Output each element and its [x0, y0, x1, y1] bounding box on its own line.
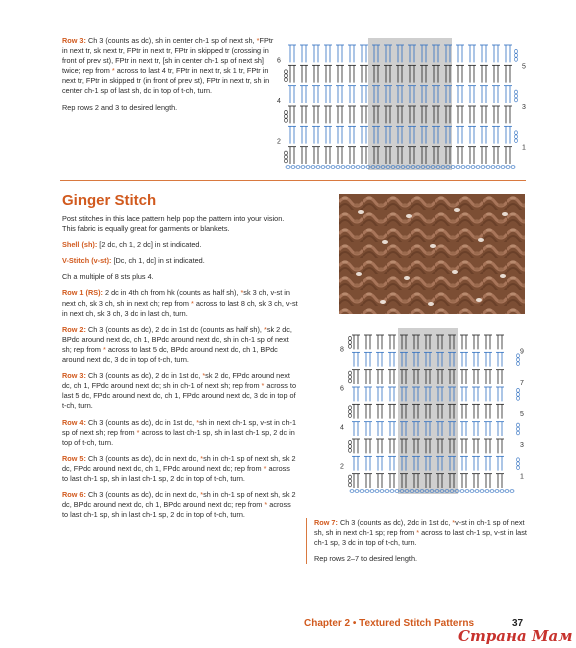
chart-row — [285, 147, 512, 164]
row2-paragraph: Row 2: Ch 3 (counts as dc), 2 dc in 1st dc (counts as half sh), *sk 2 dc, BPdc around next dc, ch 1, BPdc around next dc, sh in ch-1 sp of next sh; rep from * across to last 5 dc, BPdc around next dc, ch 1, BPdc around next dc, 3 dc in top of t-ch, turn. — [62, 324, 292, 365]
row-number-right: 5 — [520, 411, 524, 418]
intro-paragraph: Post stitches in this lace pattern help pop the pattern into your vision. This fabric is equally great for garments or blankets. — [62, 214, 285, 234]
section-title: Ginger Stitch — [62, 192, 157, 209]
chart-row — [349, 474, 504, 488]
page-number: 37 — [512, 618, 524, 629]
top-repeat-note: Rep rows 2 and 3 to desired length. — [62, 102, 178, 112]
vstitch-definition: V-Stitch (v-st): [Dc, ch 1, dc] in st indicated. — [62, 256, 205, 266]
section-divider — [60, 180, 526, 181]
watermark-logo: Страна Мам — [458, 627, 573, 645]
chart-row — [349, 335, 504, 349]
chart-row — [285, 106, 512, 123]
chart-row — [349, 404, 504, 418]
ginger-repeat-note: Rep rows 2–7 to desired length. — [314, 554, 418, 564]
row-number-left: 6 — [340, 385, 344, 393]
multiple-note: Ch a multiple of 8 sts plus 4. — [62, 272, 154, 282]
row7-paragraph: Row 7: Ch 3 (counts as dc), 2dc in 1st dc, *v-st in ch-1 sp of next sh, sh in next ch-1 sp; rep from * across to last ch-1 sp, v-st in last ch-1 sp, 3 dc in top of t-ch, turn. — [314, 518, 527, 548]
row3-paragraph: Row 3: Ch 3 (counts as dc), 2 dc in 1st dc, *sk 2 dc, FPdc around next dc, ch 1, FPdc around next dc; sh in ch-1 of next sh; rep from * across to last 5 dc, FPdc around next dc, ch 1, FPdc around next dc, 3 dc in top of t-ch, turn. — [62, 371, 297, 411]
row5-paragraph: Row 5: Ch 3 (counts as dc), dc in next dc, *sh in ch-1 sp of next sh, sk 2 dc, FPdc around next dc, ch 1, FPdc around next dc; rep from * across to last ch-1 sp, sh in last ch-1 sp, 2 dc in top of t-ch, turn. — [62, 453, 296, 483]
top-row3-paragraph: Row 3: Ch 3 (counts as dc), sh in center ch-1 sp of next sh, *FPtr in next tr, sk next tr, FPtr in next tr, FPtr in skipped tr (crossing in front of prev st), FPtr in next tr, [sh in center ch-1 sp of next sh] twice; rep from * across to last 4 tr, FPtr in next tr, sk 1 tr, FPtr in next tr, FPtr in skipped tr (in front of prev st), FPtr in next tr, sh in center ch-1 sp of last sh, dc in top of t-ch, turn. — [62, 36, 274, 96]
row-number-left: 6 — [277, 57, 281, 65]
ginger-instructions — [62, 214, 298, 526]
row-label: Row 3: — [62, 36, 86, 45]
row-number-right: 3 — [522, 104, 526, 111]
row-number-right: 5 — [522, 63, 526, 71]
chapter-footer: Chapter 2 • Textured Stitch Patterns — [304, 618, 475, 629]
fabric-swatch-photo — [339, 194, 525, 314]
top-stitch-chart — [276, 36, 532, 174]
row-number-left: 8 — [340, 346, 344, 354]
chart-row — [349, 439, 504, 453]
top-instructions — [62, 36, 274, 119]
row1-paragraph: Row 1 (RS): 2 dc in 4th ch from hk (counts as half sh), *sk 3 ch, v-st in next ch, sk 3 ch, sh in next ch; rep from * across to last 8 ch, sk 3 ch, v-st in next ch, sk 3 ch, 3 dc in last ch, turn. — [62, 288, 298, 318]
row-number-left: 2 — [277, 138, 281, 146]
row-number-right: 7 — [520, 379, 524, 387]
shell-definition: Shell (sh): [2 dc, ch 1, 2 dc] in st indicated. — [62, 240, 202, 250]
row-number-right: 1 — [522, 144, 526, 152]
row-number-left: 4 — [340, 424, 344, 432]
chart-row — [349, 370, 504, 384]
row-number-right: 3 — [520, 442, 524, 450]
row-number-left: 2 — [340, 463, 344, 471]
row-number-right: 1 — [520, 473, 524, 481]
ginger-stitch-chart — [338, 322, 528, 498]
row-number-right: 9 — [520, 348, 524, 356]
row-number-left: 4 — [277, 98, 281, 105]
row7-block — [306, 518, 536, 564]
row4-paragraph: Row 4: Ch 3 (counts as dc), dc in 1st dc, *sh in next ch-1 sp, v-st in ch-1 sp of next sh; rep from * across to last ch-1 sp, sh in last ch-1 sp, 2 dc in top of t-ch, turn. — [62, 417, 297, 447]
chart-row — [285, 65, 512, 82]
repeat-shade — [398, 328, 458, 494]
row6-paragraph: Row 6: Ch 3 (counts as dc), dc in next dc, *sh in ch-1 sp of next sh, sk 2 dc, BPdc around next dc, ch 1, BPdc around next dc; rep from * across to last ch-1 sp, sh in last ch-1 sp, 2 dc in top of t-ch, turn. — [62, 490, 296, 520]
